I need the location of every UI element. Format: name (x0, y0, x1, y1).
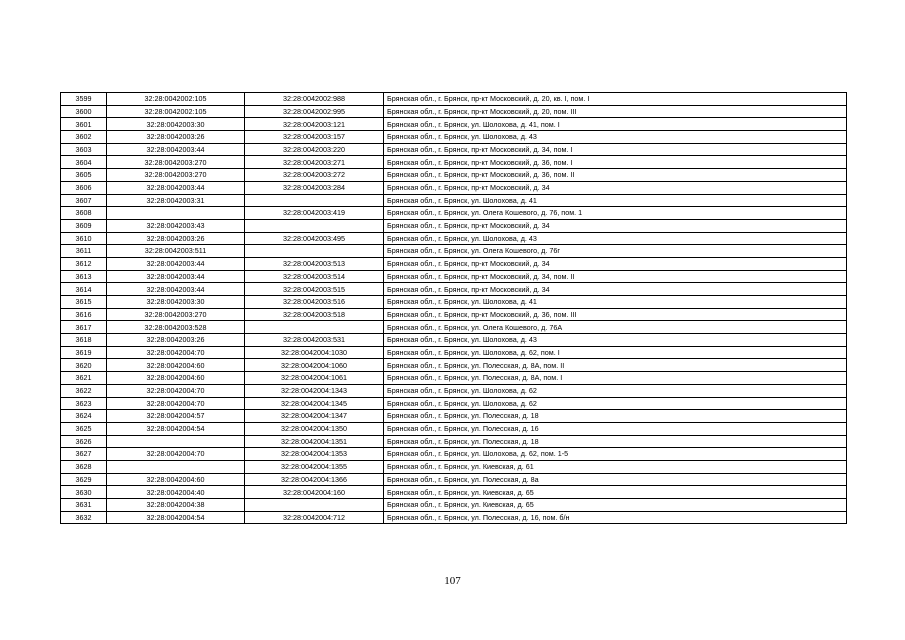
table-row (61, 207, 847, 220)
cadastral-number-cell: 32:28:0042003:220 (245, 143, 384, 156)
cadastral-number-cell: 32:28:0042003:514 (245, 270, 384, 283)
cadastral-number-cell: 32:28:0042004:1060 (245, 359, 384, 372)
cadastral-number-cell: 32:28:0042004:1366 (245, 473, 384, 486)
table-row (61, 448, 847, 461)
row-number-cell: 3631 (61, 499, 107, 512)
address-cell: Брянская обл., г. Брянск, ул. Киевская, д. 65 (384, 499, 847, 512)
row-number-cell: 3621 (61, 372, 107, 385)
address-cell: Брянская обл., г. Брянск, пр-кт Московский, д. 34 (384, 257, 847, 270)
address-cell: Брянская обл., г. Брянск, пр-кт Московский, д. 34 (384, 219, 847, 232)
table-row (61, 296, 847, 309)
parent-cadastral-number-cell: 32:28:0042003:43 (107, 219, 245, 232)
parent-cadastral-number-cell: 32:28:0042004:70 (107, 397, 245, 410)
row-number-cell: 3603 (61, 143, 107, 156)
address-cell: Брянская обл., г. Брянск, ул. Шолохова, д. 41 (384, 296, 847, 309)
address-cell: Брянская обл., г. Брянск, пр-кт Московский, д. 34 (384, 283, 847, 296)
cadastral-number-cell: 32:28:0042003:531 (245, 334, 384, 347)
row-number-cell: 3618 (61, 334, 107, 347)
row-number-cell: 3615 (61, 296, 107, 309)
parent-cadastral-number-cell: 32:28:0042003:528 (107, 321, 245, 334)
address-cell: Брянская обл., г. Брянск, пр-кт Московский, д. 34, пом. I (384, 143, 847, 156)
row-number-cell: 3599 (61, 93, 107, 106)
table-row (61, 384, 847, 397)
cadastral-number-cell: 32:28:0042002:988 (245, 93, 384, 106)
parent-cadastral-number-cell: 32:28:0042003:31 (107, 194, 245, 207)
page-number: 107 (444, 575, 461, 587)
cadastral-number-cell: 32:28:0042004:1030 (245, 346, 384, 359)
row-number-cell: 3632 (61, 511, 107, 524)
row-number-cell: 3608 (61, 207, 107, 220)
row-number-cell: 3622 (61, 384, 107, 397)
row-number-cell: 3606 (61, 181, 107, 194)
parent-cadastral-number-cell: 32:28:0042004:40 (107, 486, 245, 499)
address-cell: Брянская обл., г. Брянск, ул. Шолохова, д. 62, пом. I (384, 346, 847, 359)
cadastral-number-cell: 32:28:0042003:272 (245, 169, 384, 182)
address-cell: Брянская обл., г. Брянск, ул. Полесская, д. 8а (384, 473, 847, 486)
table-row (61, 499, 847, 512)
parent-cadastral-number-cell: 32:28:0042003:26 (107, 334, 245, 347)
row-number-cell: 3630 (61, 486, 107, 499)
cadastral-number-cell: 32:28:0042004:1353 (245, 448, 384, 461)
address-cell: Брянская обл., г. Брянск, ул. Киевская, д. 65 (384, 486, 847, 499)
table-row (61, 257, 847, 270)
table-row (61, 372, 847, 385)
parent-cadastral-number-cell (107, 460, 245, 473)
cadastral-number-cell: 32:28:0042003:419 (245, 207, 384, 220)
row-number-cell: 3607 (61, 194, 107, 207)
table-row (61, 105, 847, 118)
row-number-cell: 3627 (61, 448, 107, 461)
parent-cadastral-number-cell: 32:28:0042004:54 (107, 511, 245, 524)
row-number-cell: 3610 (61, 232, 107, 245)
table-row (61, 511, 847, 524)
cadastral-number-cell: 32:28:0042004:1350 (245, 422, 384, 435)
cadastral-number-cell (245, 219, 384, 232)
parent-cadastral-number-cell: 32:28:0042004:60 (107, 359, 245, 372)
cadastral-number-cell: 32:28:0042003:271 (245, 156, 384, 169)
cadastral-number-cell: 32:28:0042004:160 (245, 486, 384, 499)
row-number-cell: 3612 (61, 257, 107, 270)
cadastral-number-cell: 32:28:0042004:1343 (245, 384, 384, 397)
table-row (61, 321, 847, 334)
address-cell: Брянская обл., г. Брянск, ул. Шолохова, д. 62, пом. 1-5 (384, 448, 847, 461)
table-row (61, 143, 847, 156)
row-number-cell: 3626 (61, 435, 107, 448)
address-cell: Брянская обл., г. Брянск, ул. Шолохова, д. 41, пом. I (384, 118, 847, 131)
parent-cadastral-number-cell (107, 207, 245, 220)
address-cell: Брянская обл., г. Брянск, ул. Шолохова, д. 62 (384, 397, 847, 410)
cadastral-number-cell: 32:28:0042003:513 (245, 257, 384, 270)
row-number-cell: 3624 (61, 410, 107, 423)
parent-cadastral-number-cell: 32:28:0042003:44 (107, 270, 245, 283)
address-cell: Брянская обл., г. Брянск, ул. Полесская, д. 8А, пом. I (384, 372, 847, 385)
row-number-cell: 3619 (61, 346, 107, 359)
address-cell: Брянская обл., г. Брянск, ул. Шолохова, д. 62 (384, 384, 847, 397)
cadastral-number-cell (245, 194, 384, 207)
table-row (61, 334, 847, 347)
address-cell: Брянская обл., г. Брянск, ул. Киевская, д. 61 (384, 460, 847, 473)
row-number-cell: 3620 (61, 359, 107, 372)
table-row (61, 346, 847, 359)
cadastral-table (60, 92, 847, 524)
address-cell: Брянская обл., г. Брянск, ул. Полесская, д. 8А, пом. II (384, 359, 847, 372)
table-row (61, 245, 847, 258)
cadastral-number-cell: 32:28:0042003:515 (245, 283, 384, 296)
table-row (61, 181, 847, 194)
address-cell: Брянская обл., г. Брянск, пр-кт Московский, д. 36, пом. I (384, 156, 847, 169)
cadastral-number-cell: 32:28:0042003:157 (245, 131, 384, 144)
cadastral-number-cell: 32:28:0042003:518 (245, 308, 384, 321)
row-number-cell: 3604 (61, 156, 107, 169)
cadastral-number-cell: 32:28:0042003:495 (245, 232, 384, 245)
table-body (61, 93, 847, 524)
parent-cadastral-number-cell: 32:28:0042002:105 (107, 105, 245, 118)
table-row (61, 219, 847, 232)
table-row (61, 283, 847, 296)
parent-cadastral-number-cell: 32:28:0042004:57 (107, 410, 245, 423)
address-cell: Брянская обл., г. Брянск, пр-кт Московский, д. 36, пом. III (384, 308, 847, 321)
address-cell: Брянская обл., г. Брянск, ул. Полесская, д. 16 (384, 422, 847, 435)
parent-cadastral-number-cell: 32:28:0042003:44 (107, 283, 245, 296)
parent-cadastral-number-cell: 32:28:0042004:70 (107, 346, 245, 359)
address-cell: Брянская обл., г. Брянск, ул. Шолохова, д. 43 (384, 131, 847, 144)
table-row (61, 308, 847, 321)
table-row (61, 232, 847, 245)
cadastral-number-cell: 32:28:0042004:1355 (245, 460, 384, 473)
row-number-cell: 3629 (61, 473, 107, 486)
address-cell: Брянская обл., г. Брянск, ул. Шолохова, д. 43 (384, 232, 847, 245)
row-number-cell: 3605 (61, 169, 107, 182)
parent-cadastral-number-cell (107, 435, 245, 448)
row-number-cell: 3600 (61, 105, 107, 118)
table-row (61, 359, 847, 372)
table-row (61, 473, 847, 486)
address-cell: Брянская обл., г. Брянск, пр-кт Московский, д. 34, пом. II (384, 270, 847, 283)
parent-cadastral-number-cell: 32:28:0042003:26 (107, 232, 245, 245)
table-row (61, 397, 847, 410)
row-number-cell: 3601 (61, 118, 107, 131)
address-cell: Брянская обл., г. Брянск, ул. Полесская, д. 18 (384, 435, 847, 448)
table-row (61, 118, 847, 131)
cadastral-number-cell: 32:28:0042004:712 (245, 511, 384, 524)
table-row (61, 460, 847, 473)
parent-cadastral-number-cell: 32:28:0042004:60 (107, 372, 245, 385)
table-row (61, 422, 847, 435)
table-row (61, 131, 847, 144)
table-row (61, 486, 847, 499)
row-number-cell: 3609 (61, 219, 107, 232)
cadastral-number-cell: 32:28:0042004:1061 (245, 372, 384, 385)
parent-cadastral-number-cell: 32:28:0042003:26 (107, 131, 245, 144)
cadastral-number-cell: 32:28:0042004:1351 (245, 435, 384, 448)
table-row (61, 169, 847, 182)
address-cell: Брянская обл., г. Брянск, пр-кт Московский, д. 20, кв. I, пом. I (384, 93, 847, 106)
cadastral-number-cell: 32:28:0042003:284 (245, 181, 384, 194)
parent-cadastral-number-cell: 32:28:0042003:30 (107, 118, 245, 131)
row-number-cell: 3602 (61, 131, 107, 144)
table-row (61, 410, 847, 423)
cadastral-number-cell: 32:28:0042002:995 (245, 105, 384, 118)
parent-cadastral-number-cell: 32:28:0042003:44 (107, 257, 245, 270)
cadastral-number-cell (245, 321, 384, 334)
parent-cadastral-number-cell: 32:28:0042003:44 (107, 181, 245, 194)
row-number-cell: 3611 (61, 245, 107, 258)
parent-cadastral-number-cell: 32:28:0042002:105 (107, 93, 245, 106)
parent-cadastral-number-cell: 32:28:0042004:70 (107, 448, 245, 461)
cadastral-number-cell: 32:28:0042004:1347 (245, 410, 384, 423)
parent-cadastral-number-cell: 32:28:0042003:270 (107, 156, 245, 169)
address-cell: Брянская обл., г. Брянск, ул. Олега Кошевого, д. 76г (384, 245, 847, 258)
cadastral-number-cell: 32:28:0042003:121 (245, 118, 384, 131)
parent-cadastral-number-cell: 32:28:0042003:511 (107, 245, 245, 258)
address-cell: Брянская обл., г. Брянск, пр-кт Московский, д. 20, пом. III (384, 105, 847, 118)
table-row (61, 93, 847, 106)
table-row (61, 435, 847, 448)
row-number-cell: 3613 (61, 270, 107, 283)
address-cell: Брянская обл., г. Брянск, пр-кт Московский, д. 36, пом. II (384, 169, 847, 182)
cadastral-number-cell: 32:28:0042004:1345 (245, 397, 384, 410)
cadastral-number-cell (245, 499, 384, 512)
parent-cadastral-number-cell: 32:28:0042003:44 (107, 143, 245, 156)
address-cell: Брянская обл., г. Брянск, ул. Шолохова, д. 41 (384, 194, 847, 207)
address-cell: Брянская обл., г. Брянск, ул. Полесская, д. 18 (384, 410, 847, 423)
table-row (61, 156, 847, 169)
parent-cadastral-number-cell: 32:28:0042003:270 (107, 308, 245, 321)
parent-cadastral-number-cell: 32:28:0042004:60 (107, 473, 245, 486)
parent-cadastral-number-cell: 32:28:0042003:270 (107, 169, 245, 182)
parent-cadastral-number-cell: 32:28:0042003:30 (107, 296, 245, 309)
cadastral-number-cell (245, 245, 384, 258)
row-number-cell: 3628 (61, 460, 107, 473)
row-number-cell: 3616 (61, 308, 107, 321)
parent-cadastral-number-cell: 32:28:0042004:54 (107, 422, 245, 435)
table-row (61, 270, 847, 283)
parent-cadastral-number-cell: 32:28:0042004:38 (107, 499, 245, 512)
address-cell: Брянская обл., г. Брянск, ул. Олега Кошевого, д. 76А (384, 321, 847, 334)
row-number-cell: 3623 (61, 397, 107, 410)
cadastral-number-cell: 32:28:0042003:516 (245, 296, 384, 309)
row-number-cell: 3614 (61, 283, 107, 296)
address-cell: Брянская обл., г. Брянск, ул. Шолохова, д. 43 (384, 334, 847, 347)
parent-cadastral-number-cell: 32:28:0042004:70 (107, 384, 245, 397)
table-row (61, 194, 847, 207)
address-cell: Брянская обл., г. Брянск, ул. Олега Кошевого, д. 76, пом. 1 (384, 207, 847, 220)
address-cell: Брянская обл., г. Брянск, пр-кт Московский, д. 34 (384, 181, 847, 194)
address-cell: Брянская обл., г. Брянск, ул. Полесская, д. 16, пом. б/н (384, 511, 847, 524)
row-number-cell: 3617 (61, 321, 107, 334)
row-number-cell: 3625 (61, 422, 107, 435)
